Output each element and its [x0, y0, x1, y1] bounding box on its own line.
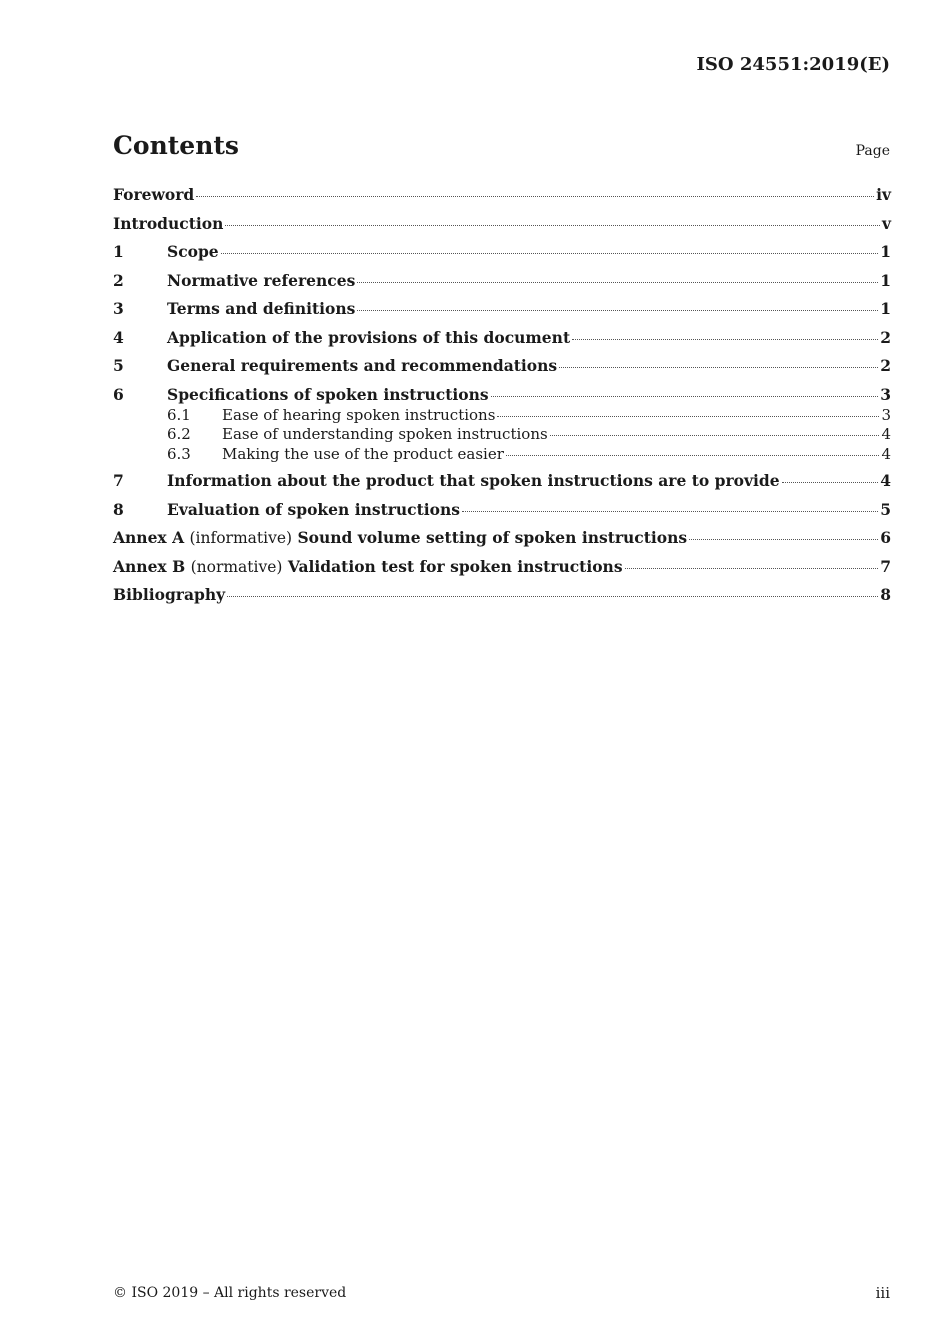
toc-entry-title: Ease of understanding spoken instructions: [222, 425, 548, 443]
toc-entry-title: Specifications of spoken instructions: [167, 384, 489, 404]
toc-entry-page: 7: [880, 556, 891, 576]
dot-leader: [550, 435, 880, 436]
toc-entry-number: 8: [113, 499, 124, 519]
toc-entry-number: 6: [113, 384, 124, 404]
toc-entry-page: 4: [881, 444, 891, 463]
toc-entry-number: 2: [113, 270, 124, 290]
toc-entry-title: Bibliography: [113, 585, 226, 604]
toc-entry-introduction[interactable]: [113, 214, 891, 234]
toc-entry-page: 4: [881, 425, 891, 443]
annex-title: Validation test for spoken instructions: [287, 556, 623, 576]
page-column-label: Page: [855, 143, 890, 159]
toc-entry-subclause-6-2[interactable]: [113, 424, 891, 444]
dot-leader: [225, 225, 880, 226]
annex-title: Sound volume setting of spoken instructions: [297, 528, 688, 547]
dot-leader: [196, 196, 874, 197]
toc-entry-title: Evaluation of spoken instructions: [167, 499, 460, 519]
toc-entry-title: Terms and definitions: [167, 299, 356, 318]
toc-entry-annex-b[interactable]: [113, 557, 891, 577]
dot-leader: [227, 596, 878, 597]
dot-leader: [782, 482, 879, 483]
toc-entry-number: 3: [113, 299, 124, 318]
toc-entry-page: 5: [880, 499, 891, 519]
toc-entry-subclause-6-1[interactable]: [113, 405, 891, 425]
toc-entry-clause-6[interactable]: [113, 385, 891, 405]
toc-entry-page: 1: [880, 299, 891, 318]
dot-leader: [559, 367, 878, 368]
toc-entry-number: 6.2: [167, 425, 191, 443]
toc-entry-number: 6.3: [167, 444, 191, 463]
toc-entry-clause-3[interactable]: [113, 299, 891, 319]
toc-entry-clause-7[interactable]: [113, 471, 891, 491]
toc-entry-page: 2: [880, 356, 891, 375]
annex-kind: (normative): [190, 557, 283, 576]
dot-leader: [221, 253, 879, 254]
annex-kind: (informative): [189, 529, 293, 547]
toc-entry-title: Making the use of the product easier: [222, 444, 504, 463]
table-of-contents: [113, 185, 891, 605]
toc-entry-title: Ease of hearing spoken instructions: [222, 405, 496, 424]
toc-entry-bibliography[interactable]: [113, 585, 891, 605]
toc-entry-number: 7: [113, 471, 124, 490]
toc-entry-subclause-6-3[interactable]: [113, 444, 891, 464]
contents-heading: Contents: [113, 131, 240, 160]
toc-entry-page: 1: [880, 242, 891, 261]
dot-leader: [497, 416, 879, 417]
toc-entry-number: 6.1: [167, 405, 191, 424]
toc-entry-page: 8: [880, 585, 891, 604]
toc-entry-clause-5[interactable]: [113, 356, 891, 376]
dot-leader: [357, 282, 878, 283]
toc-entry-title: Introduction: [113, 213, 224, 233]
toc-entry-foreword[interactable]: [113, 185, 891, 205]
toc-entry-page: v: [881, 213, 891, 233]
toc-entry-page: iv: [876, 185, 891, 204]
toc-entry-number: 4: [113, 327, 124, 347]
toc-entry-clause-1[interactable]: [113, 242, 891, 262]
toc-entry-annex-a[interactable]: [113, 528, 891, 548]
document-id: ISO 24551:2019(E): [696, 54, 890, 75]
annex-label: Annex B: [113, 556, 186, 576]
toc-entry-title: [113, 528, 687, 548]
dot-leader: [572, 339, 878, 340]
toc-entry-page: 6: [880, 528, 891, 547]
toc-entry-clause-2[interactable]: [113, 271, 891, 291]
toc-entry-page: 3: [880, 384, 891, 404]
toc-entry-page: 2: [880, 327, 891, 347]
toc-entry-title: Information about the product that spoken instructions are to provide: [167, 471, 780, 490]
toc-entry-title: [113, 557, 623, 577]
toc-entry-title: Scope: [167, 242, 219, 261]
toc-entry-clause-8[interactable]: [113, 500, 891, 520]
toc-entry-page: 1: [880, 270, 891, 290]
dot-leader: [689, 539, 878, 540]
toc-entry-title: Foreword: [113, 185, 195, 204]
dot-leader: [357, 310, 878, 311]
footer-copyright: © ISO 2019 – All rights reserved: [113, 1285, 347, 1301]
dot-leader: [462, 511, 878, 512]
toc-entry-page: 4: [880, 471, 891, 490]
dot-leader: [491, 396, 879, 397]
dot-leader: [506, 455, 880, 456]
toc-entry-number: 1: [113, 242, 124, 261]
toc-entry-title: Application of the provisions of this document: [167, 327, 571, 347]
toc-entry-page: 3: [881, 405, 891, 424]
annex-label: Annex A: [113, 528, 185, 547]
toc-entry-title: Normative references: [167, 270, 356, 290]
toc-entry-clause-4[interactable]: [113, 328, 891, 348]
dot-leader: [625, 568, 879, 569]
toc-entry-number: 5: [113, 356, 124, 375]
footer-page-number: iii: [875, 1284, 890, 1302]
toc-entry-title: General requirements and recommendations: [167, 356, 558, 375]
